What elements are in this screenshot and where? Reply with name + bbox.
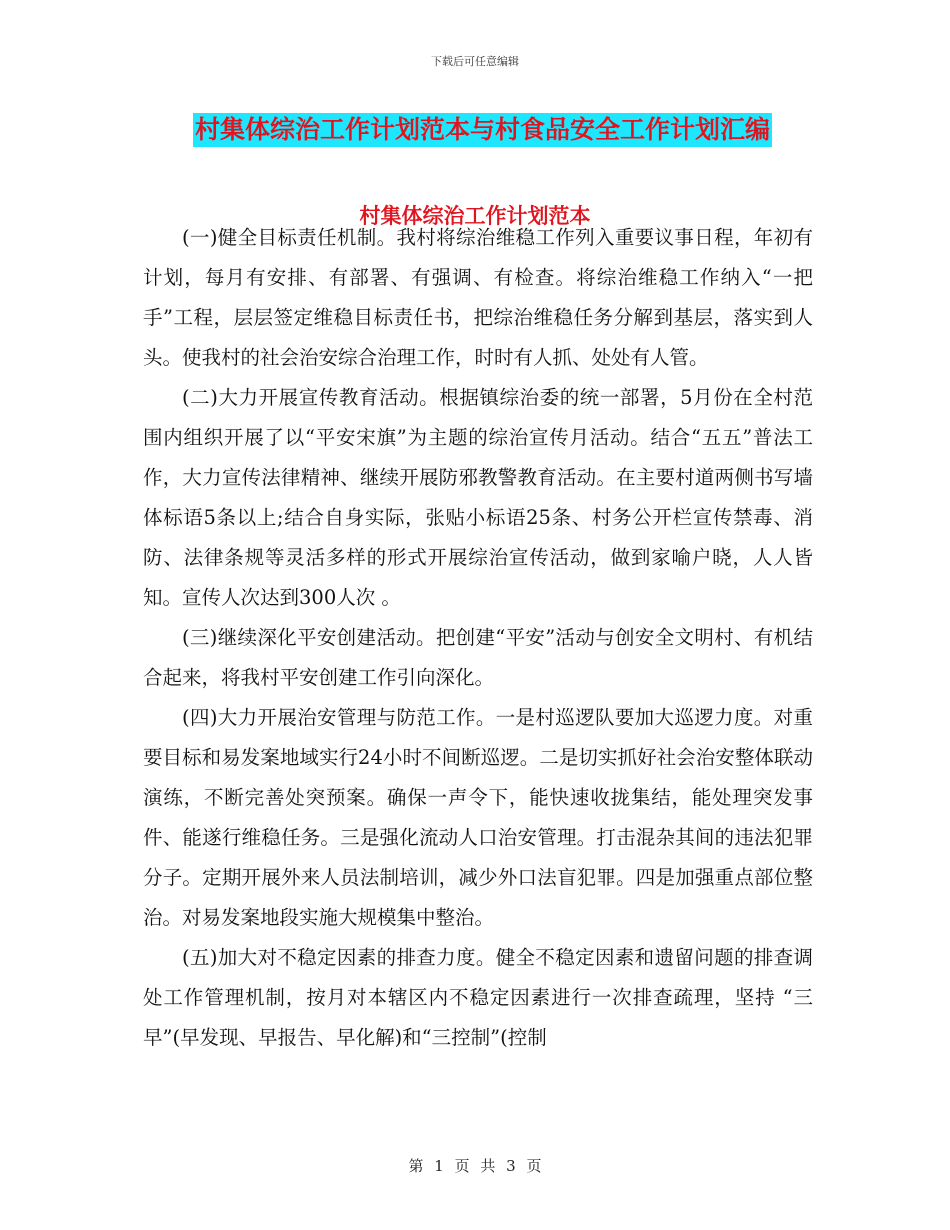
document-title: 村集体综治工作计划范本与村食品安全工作计划汇编: [193, 113, 772, 147]
paragraph-2: (二)大力开展宣传教育活动。根据镇综治委的统一部署，5月份在全村范围内组织开展了以“平安宋旗”为主题的综治宣传月活动。结合“五五”普法工作，大力宣传法律精神、继续开展防邪教警教育活动。在主要村道两侧书写墙体标语5条以上;结合自身实际，张贴小标语25条、村务公开栏宣传禁毒、消防、法律条规等灵活多样的形式开展综治宣传活动，做到家喻户晓，人人皆知。宣传人次达到300人次 。: [143, 386, 813, 609]
paragraph-5: (五)加大对不稳定因素的排查力度。健全不稳定因素和遗留问题的排查调处工作管理机制，按月对本辖区内不稳定因素进行一次排查疏理，坚持 “三早”(早发现、早报告、早化解)和“三控制”(控制: [143, 946, 813, 1049]
header-note: 下载后可任意编辑: [431, 55, 519, 68]
section-title: 村集体综治工作计划范本: [359, 204, 591, 228]
page-number: 第 1 页 共 3 页: [408, 1157, 542, 1175]
paragraph-4: (四)大力开展治安管理与防范工作。一是村巡逻队要加大巡逻力度。对重要目标和易发案地域实行24小时不间断巡逻。二是切实抓好社会治安整体联动演练，不断完善处突预案。确保一声令下，能快速收拢集结，能处理突发事件、能遂行维稳任务。三是强化流动人口治安管理。打击混杂其间的违法犯罪分子。定期开展外来人员法制培训，减少外口法盲犯罪。四是加强重点部位整治。对易发案地段实施大规模集中整治。: [143, 706, 813, 929]
document-body: [143, 218, 813, 1058]
paragraph-1: (一)健全目标责任机制。我村将综治维稳工作列入重要议事日程，年初有计划，每月有安排、有部署、有强调、有检查。将综治维稳工作纳入“一把手”工程，层层签定维稳目标责任书，把综治维稳任务分解到基层，落实到人头。使我村的社会治安综合治理工作，时时有人抓、处处有人管。: [143, 226, 813, 369]
paragraph-3: (三)继续深化平安创建活动。把创建“平安”活动与创安全文明村、有机结合起来，将我村平安创建工作引向深化。: [143, 626, 813, 689]
